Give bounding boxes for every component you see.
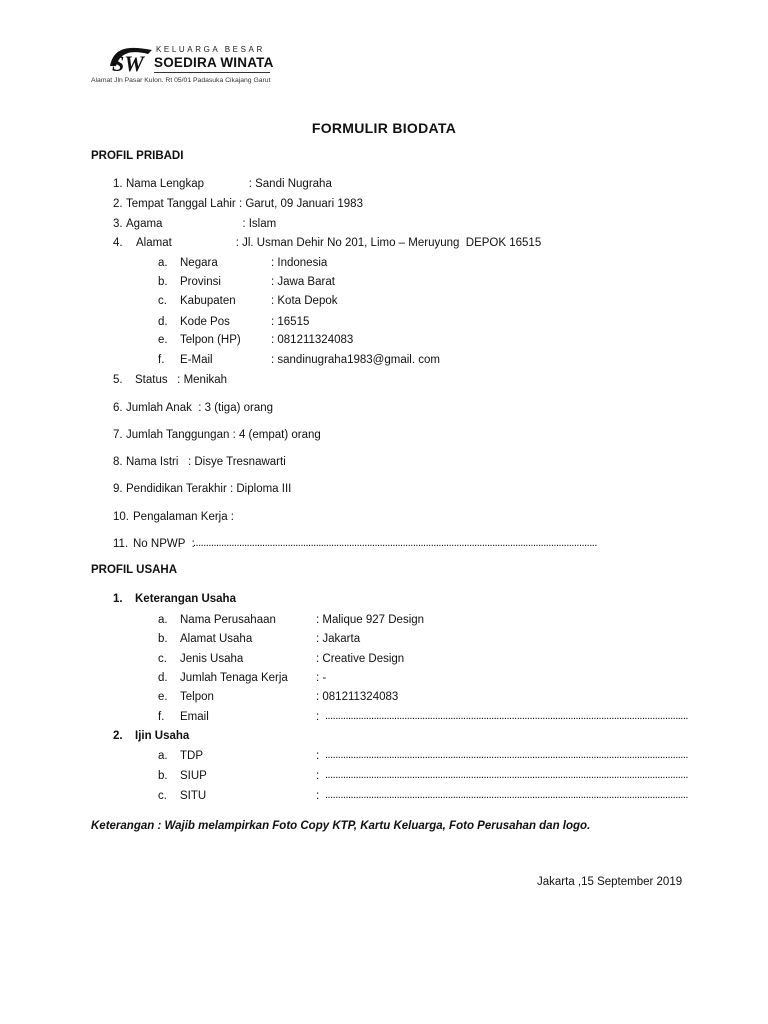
sub-value-alamat-usaha: : Jakarta bbox=[316, 633, 361, 645]
item-number: 5. bbox=[113, 374, 123, 386]
item-number: 6. bbox=[113, 402, 123, 414]
sub-label-jumlah-tenaga-kerja: Jumlah Tenaga Kerja bbox=[180, 672, 288, 684]
sub-letter: a. bbox=[158, 750, 168, 762]
item-number: 1. bbox=[113, 178, 123, 190]
sub-value-situ: : bbox=[316, 790, 320, 802]
sub-value-telpon-usaha: : 081211324083 bbox=[316, 691, 399, 703]
sub-label-tdp: TDP bbox=[180, 750, 203, 762]
sub-value-nama-perusahaan: : Malique 927 Design bbox=[316, 614, 425, 626]
sub-letter: e. bbox=[158, 691, 168, 703]
org-address: Alamat Jln Pasar Kulon. Rt 05/01 Padasuka Cikajang Garut bbox=[91, 77, 271, 84]
item-nama-lengkap: Nama Lengkap : Sandi Nugraha bbox=[126, 178, 332, 190]
item-status: Status : Menikah bbox=[135, 374, 228, 386]
sub-value-siup: : bbox=[316, 770, 320, 782]
subsection-ijin-usaha: Ijin Usaha bbox=[135, 730, 190, 742]
item-number: 11. bbox=[113, 538, 129, 550]
sub-letter: a. bbox=[158, 257, 168, 269]
item-number: 9. bbox=[113, 483, 123, 495]
sub-value-provinsi: : Jawa Barat bbox=[271, 276, 335, 288]
sub-value-kabupaten: : Kota Depok bbox=[271, 295, 338, 307]
email-blank-line: .............................................................................................................................................. bbox=[325, 710, 688, 722]
sub-label-kabupaten: Kabupaten bbox=[180, 295, 236, 307]
tdp-blank-line: .............................................................................................................................................. bbox=[325, 749, 688, 761]
sub-label-telpon-usaha: Telpon bbox=[180, 691, 214, 703]
subsection-keterangan-usaha: Keterangan Usaha bbox=[135, 593, 236, 605]
item-agama: Agama : Islam bbox=[126, 218, 277, 230]
sub-letter: e. bbox=[158, 334, 168, 346]
sub-letter: f. bbox=[158, 354, 165, 366]
item-number: 2. bbox=[113, 198, 123, 210]
sub-value-telpon: : 081211324083 bbox=[271, 334, 354, 346]
item-number: 7. bbox=[113, 429, 123, 441]
sub-letter: b. bbox=[158, 770, 168, 782]
sub-value-email-usaha: : bbox=[316, 711, 320, 723]
situ-blank-line: .............................................................................................................................................. bbox=[325, 789, 688, 801]
sub-label-provinsi: Provinsi bbox=[180, 276, 221, 288]
item-alamat: Alamat : Jl. Usman Dehir No 201, Limo – Meruyung DEPOK 16515 bbox=[136, 237, 542, 249]
sub-label-email: E-Mail bbox=[180, 354, 213, 366]
sub-letter: a. bbox=[158, 614, 168, 626]
sub-label-nama-perusahaan: Nama Perusahaan bbox=[180, 614, 276, 626]
item-number: 4. bbox=[113, 237, 123, 249]
item-pendidikan: Pendidikan Terakhir : Diploma III bbox=[126, 483, 292, 495]
item-jumlah-tanggungan: Jumlah Tanggungan : 4 (empat) orang bbox=[126, 429, 321, 441]
sub-value-email: : sandinugraha1983@gmail. com bbox=[271, 354, 440, 366]
org-tagline: KELUARGA BESAR bbox=[156, 45, 265, 54]
sub-label-alamat-usaha: Alamat Usaha bbox=[180, 633, 253, 645]
npwp-blank-line: .............................................................................................................................................................. bbox=[193, 537, 597, 549]
sub-label-jenis-usaha: Jenis Usaha bbox=[180, 653, 244, 665]
sub-letter: c. bbox=[158, 790, 167, 802]
sub-value-tdp: : bbox=[316, 750, 320, 762]
item-number: 3. bbox=[113, 218, 123, 230]
sub-value-jumlah-tenaga-kerja: : - bbox=[316, 672, 327, 684]
siup-blank-line: .............................................................................................................................................. bbox=[325, 769, 688, 781]
sub-value-negara: : Indonesia bbox=[271, 257, 328, 269]
item-number: 10. bbox=[113, 511, 129, 523]
item-number: 2. bbox=[113, 730, 123, 742]
item-pengalaman-kerja: Pengalaman Kerja : bbox=[133, 511, 235, 523]
sub-letter: d. bbox=[158, 672, 168, 684]
date-place: Jakarta ,15 September 2019 bbox=[537, 876, 683, 888]
org-name: SOEDIRA WINATA bbox=[154, 55, 274, 70]
document-title: FORMULIR BIODATA bbox=[311, 120, 457, 136]
attachment-note: Keterangan : Wajib melampirkan Foto Copy KTP, Kartu Keluarga, Foto Perusahan dan logo. bbox=[91, 820, 591, 832]
sub-value-kode-pos: : 16515 bbox=[271, 316, 310, 328]
item-npwp: No NPWP : bbox=[133, 538, 195, 550]
item-number: 1. bbox=[113, 593, 123, 605]
sub-label-kode-pos: Kode Pos bbox=[180, 316, 230, 328]
item-ttl: Tempat Tanggal Lahir : Garut, 09 Januari 1983 bbox=[126, 198, 363, 210]
sub-letter: c. bbox=[158, 653, 167, 665]
logo-divider bbox=[154, 72, 270, 73]
sub-letter: d. bbox=[158, 316, 168, 328]
item-number: 8. bbox=[113, 456, 123, 468]
section-heading-profil-usaha: PROFIL USAHA bbox=[91, 564, 178, 576]
logo-letters: SW bbox=[112, 51, 144, 76]
sub-value-jenis-usaha: : Creative Design bbox=[316, 653, 405, 665]
sub-label-siup: SIUP bbox=[180, 770, 207, 782]
sub-label-negara: Negara bbox=[180, 257, 218, 269]
section-heading-profil-pribadi: PROFIL PRIBADI bbox=[91, 150, 184, 162]
sub-letter: c. bbox=[158, 295, 167, 307]
sub-letter: b. bbox=[158, 633, 168, 645]
item-jumlah-anak: Jumlah Anak : 3 (tiga) orang bbox=[126, 402, 274, 414]
sub-label-situ: SITU bbox=[180, 790, 207, 802]
sub-letter: b. bbox=[158, 276, 168, 288]
sub-label-email-usaha: Email bbox=[180, 711, 209, 723]
logo-mark bbox=[108, 44, 154, 74]
sub-letter: f. bbox=[158, 711, 165, 723]
sub-label-telpon: Telpon (HP) bbox=[180, 334, 241, 346]
item-nama-istri: Nama Istri : Disye Tresnawarti bbox=[126, 456, 286, 468]
